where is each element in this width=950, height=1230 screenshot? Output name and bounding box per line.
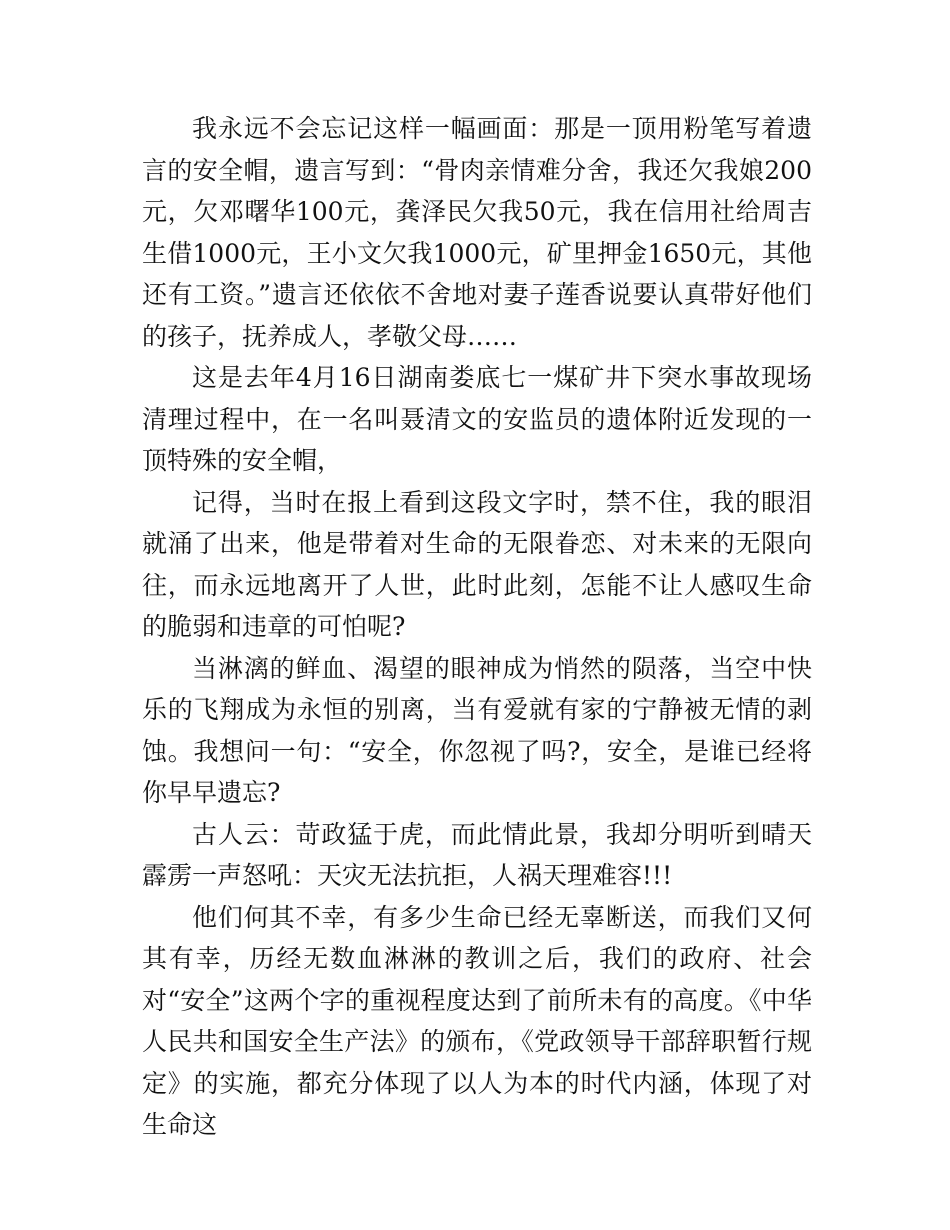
- paragraph-accident-context: 这是去年4月16日湖南娄底七一煤矿井下突水事故现场清理过程中，在一名叫聂清文的安监员的遗体附近发现的一顶特殊的安全帽，: [142, 363, 812, 475]
- paragraph-safety-law: 他们何其不幸，有多少生命已经无辜断送，而我们又何其有幸，历经无数血淋淋的教训之后，我们的政府、社会对“安全”这两个字的重视程度达到了前所未有的高度。《中华人民共和国安全生产法》的颁布，《党政领导干部辞职暂行规定》的实施，都充分体现了以人为本的时代内涵，体现了对生命这: [142, 902, 812, 1139]
- document-body: [142, 108, 812, 1146]
- paragraph-hard-hat-will: 我永远不会忘记这样一幅画面：那是一顶用粉笔写着遗言的安全帽，遗言写到：“骨肉亲情难分舍，我还欠我娘200元，欠邓曙华100元，龚泽民欠我50元，我在信用社给周吉生借1000元，王小文欠我1000元，矿里押金1650元，其他还有工资。”遗言还依依不舍地对妻子莲香说要认真带好他们的孩子，抚养成人，孝敬父母……: [142, 114, 812, 351]
- paragraph-reaction: 记得，当时在报上看到这段文字时，禁不住，我的眼泪就涌了出来，他是带着对生命的无限眷恋、对未来的无限向往，而永远地离开了人世，此时此刻，怎能不让人感叹生命的脆弱和违章的可怕呢?: [142, 487, 812, 641]
- paragraph-ancient-saying: 古人云：苛政猛于虎，而此情此景，我却分明听到晴天霹雳一声怒吼：天灾无法抗拒，人祸天理难容!!!: [142, 819, 812, 890]
- paragraph-question: 当淋漓的鲜血、渴望的眼神成为悄然的陨落，当空中快乐的飞翔成为永恒的别离，当有爱就有家的宁静被无情的剥蚀。我想问一句：“安全，你忽视了吗?，安全，是谁已经将你早早遗忘?: [142, 653, 812, 807]
